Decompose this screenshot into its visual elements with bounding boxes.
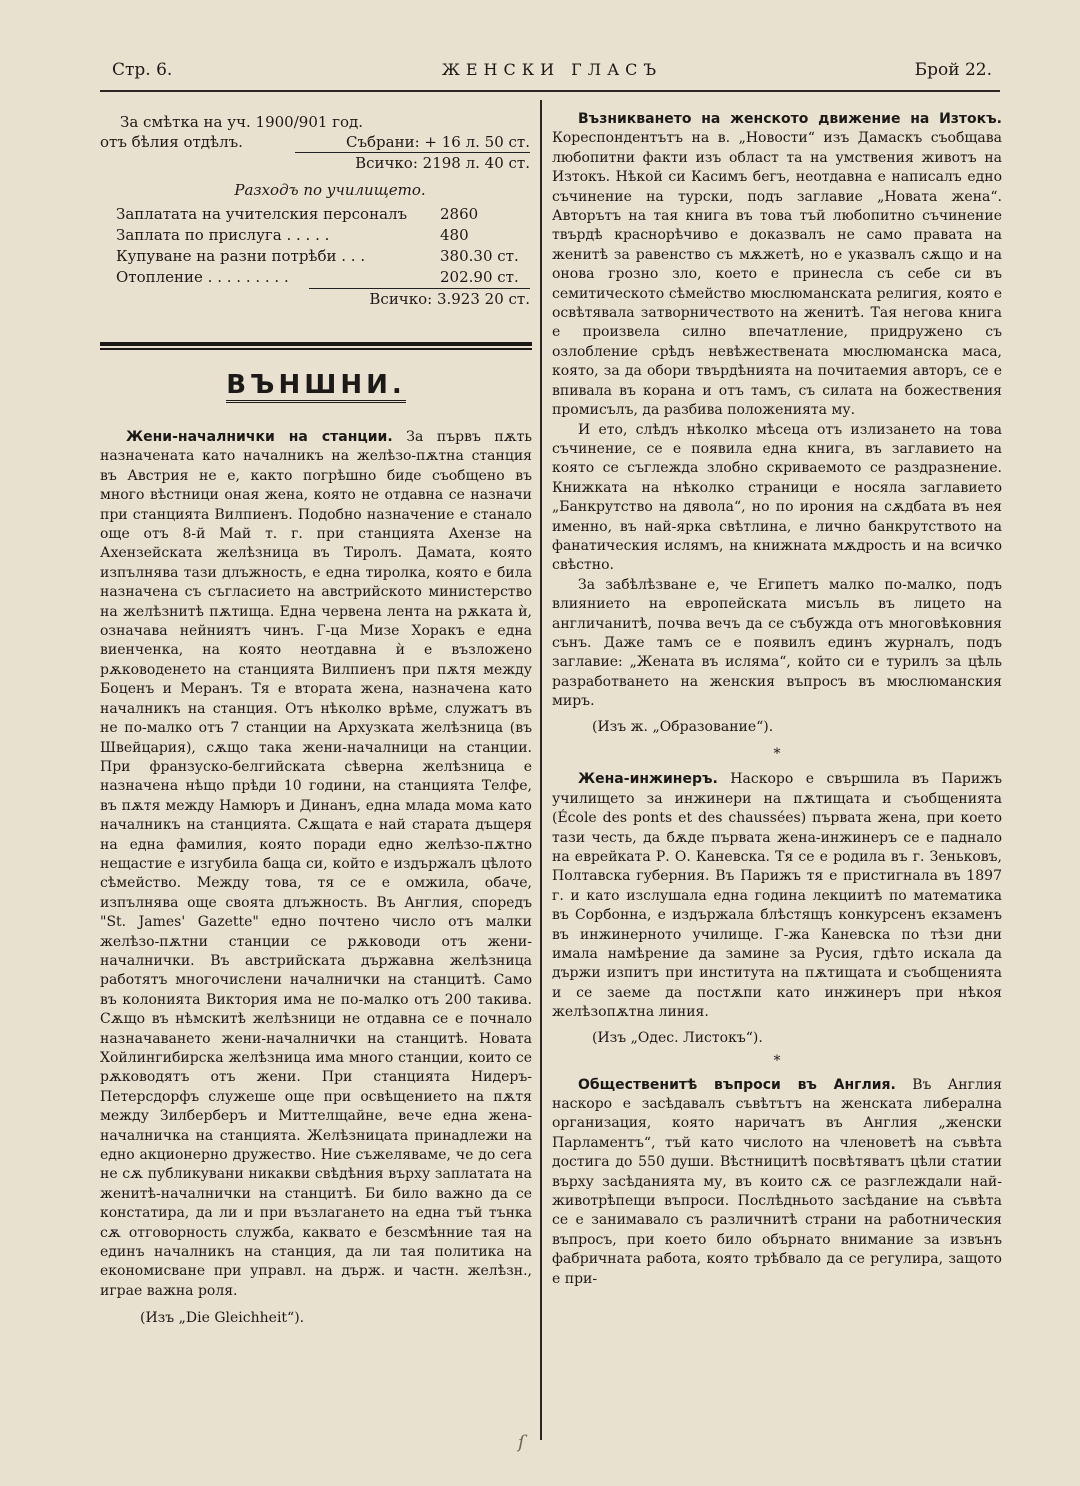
article-text: Въ Англия наскоро е засѣдавалъ съвѣтътъ на женската либерална организация, която наричатъ въ Англия „женски Парламентъ“, тъй като числото на членоветѣ на съвѣта достига до 550 души. Вѣстницитѣ посвѣтяватъ цѣли статии върху засѣданията му, въ които сѫ се разглеждали най-животрѣпещи въпроси. Послѣдньото засѣдание на съвѣта се е занимавало съ различнитѣ страни на работническия въпросъ, при което било обърнато внимание за извънъ фабричната работа, която трѣбвало да се регулира, защото е при-	[552, 1076, 1003, 1287]
expense-label: Заплата по прислуга . . . . .	[116, 226, 330, 244]
expense-label: Отопление . . . . . . . . .	[116, 268, 289, 286]
article-paragraph	[552, 110, 1002, 421]
ink-mark-icon: ſ	[518, 1432, 525, 1453]
article-source: (Изъ „Одес. Листокъ“).	[592, 1029, 763, 1046]
article-text: Кореспондентътъ на в. „Новости“ изъ Дамаскъ съобщава любопитни факти изъ област та на умствения животъ на Изтокъ. Нѣкой си Касимъ бегъ, неотдавна е написалъ едно съчинение на турски, подъ заглавие „Новата жена“. Авторътъ на тая книга въ това тъй любопитно съчинение твърдѣ краснорѣчиво е доказвалъ не само правата на женитѣ за равенство съ мѫжетѣ, но е указвалъ сѫщо и на онова грозно зло, което е принесла съ себе си въ семитическото сѣмейство мюслюманската религия, която е освѣтявала затворничеството на женитѣ. Тая негова книга е произвела силно впечатление, придружено съ озлобление срѣдъ невѣжествената мюслюманска маса, която, за да обори твърдѣнията на почитаемия авторъ, се е впивала въ корана и отъ тамъ, съ силата на божествения промисълъ, да разбива положенията му.	[552, 130, 1002, 419]
article-text: За първъ пѫть назначената като началникъ на желѣзо-пѫтна станция въ Австрия не е, както погрѣшно биде съобщено въ много вѣстници оная жена, която не отдавна се назначи при станцията Вилпиенъ. Подобно назначение е станало още отъ 8-й Май т. г. при станцията Ахензе на Ахензейската желѣзница въ Тиролъ. Дамата, която изпълнява тази длъжность, е една тиролка, която е била назначена съ съгласието на австрийското министерство на желѣзнитѣ пѫтища. Една червена лента на рѫката ѝ, означава нейниятъ чинъ. Г-ца Мизе Хоракъ е една виенченка, на която неотдавна ѝ е възложено рѫководенето на станцията Вилпиенъ при пѫтя между Боценъ и Меранъ. Тя е втората жена, назначена като началникъ на станция. Отъ нѣколко врѣме, служатъ въ не по-малко отъ 7 станции на Архузката желѣзница (въ Швейцария), сѫщо така жени-началници на станции. При франзуско-белгийската сѣверна желѣзница е назначена нѣщо прѣди 10 години, на станцията Телфе, въ пѫтя между Намюръ и Динанъ, една млада мома като началникъ на станцията. Сѫщата е най старата дъщеря на една фамилия, която поради едно желѣзо-пѫтно нещастие е изгубила баща си, който е издържалъ цѣлото сѣмейство. Между това, тя се е омжила, обаче, изпълнява още своята длъжность. Въ Англия, споредъ "St. James' Gazette" едно почтено число отъ малки желѣзо-пѫтни станции се рѫководи отъ жени-началнички. Въ австрийската държавна желѣзница работятъ многочислени началнички на станцитѣ. Само въ колонията Виктория има не по-малко отъ 200 такива. Сѫщо въ нѣмскитѣ желѣзници не отдавна се е почнало назначаването жени-началнички на станцитѣ. Новата Хойлингибирска желѣзница има много станции, които се рѫководятъ отъ жени. При станцията Нидеръ-Петерсдорфъ служеше още при освѣщението на пѫтя между Зилберберъ и Миттелщайне, вече една жена-началничка на станцията. Желѣзницата принадлежи на едно акционерно дружество. Ние съжеляваме, че до сега не сѫ публикувани никакви свѣдѣния върху заплатата на женитѣ-началнички на станцитѣ. Би било важно да се констатира, да ли и при възлагането на една тъй тънка сѫ отговорность служба, каквато е безсмѣнние тая на единъ началникъ на станция, да ли тая политика на економисване при управл. на държ. и частн. желѣзн., играе важна роля.	[100, 429, 532, 1299]
header-rule	[100, 90, 1000, 92]
section-rule	[100, 348, 532, 350]
expense-label: Заплатата на учителския персоналъ	[116, 205, 408, 223]
article-heading: Възникването на женското движение на Изтокъ.	[578, 111, 1002, 127]
left-column	[100, 428, 532, 1329]
expense-item	[116, 204, 540, 225]
accounts-line2-label: отъ бѣлия отдѣлъ.	[100, 133, 243, 151]
page-header	[112, 60, 992, 84]
accounts-total2: Всичко: 3.923 20 ст.	[309, 288, 530, 309]
section-title-text: ВЪНШНИ.	[226, 370, 406, 403]
separator-star: *	[773, 1053, 781, 1070]
article-paragraph: За забѣлѣзване е, че Египетъ малко по-малко, подъ влиянието на европейската мисъль въ лицето на англичанитѣ, почва вечъ да се събужда отъ многовѣковния сънъ. Даже тамъ се е появилъ единъ журналъ, подъ заглавие: „Жената въ исляма“, който си е турилъ за цѣль разработването на женския въпросъ въ мюслюманския миръ.	[552, 576, 1002, 710]
expense-amount: 380.30 ст.	[440, 247, 519, 265]
expense-amount: 2860	[440, 205, 479, 223]
column-divider	[540, 100, 542, 1440]
accounts-block	[100, 112, 540, 309]
expense-amount: 202.90 ст.	[440, 268, 519, 286]
article-paragraph	[552, 1076, 1002, 1289]
article-heading: Жена-инжинеръ.	[578, 771, 718, 788]
section-rule	[100, 342, 532, 346]
article-paragraph	[552, 770, 1002, 1022]
issue-number: Брой 22.	[914, 60, 992, 80]
accounts-line2-value: Събрани: + 16 л. 50 ст.	[346, 133, 530, 151]
expense-item	[116, 225, 540, 246]
newspaper-title: ЖЕНСКИ ГЛАСЪ	[441, 60, 663, 79]
article-source: (Изъ ж. „Образование“).	[592, 718, 774, 735]
article-source: (Изъ „Die Gleichheit“).	[140, 1310, 305, 1327]
separator-star: *	[773, 746, 781, 762]
expense-item	[116, 246, 540, 267]
article-text: Наскоро е свършила въ Парижъ училището за инжинери на пѫтищата и съобщенията (École des ponts et des chaussées) първата жена, при което тази честь, да бѫде първата жена-инжинеръ се е паднало на еврейката Р. О. Каневска. Тя се е родила въ г. Зеньковъ, Полтавска губерния. Въ Парижъ тя е пристигнала въ 1897 г. и като изслушала една година лекциитѣ по математика въ Сорбонна, е издържала блѣстящъ конкурсенъ екзаменъ въ инжинерното училище. Г-жа Каневска по тѣзи дни имала намѣрение да замине за Русия, гдѣто искала да държи изпитъ при института на пѫтищата и съобщенията и се заеме да постѫпи като инжинеръ при нѣкоя желѣзопѫтна линия.	[552, 771, 1003, 1021]
expense-amount: 480	[440, 226, 469, 244]
right-column	[552, 110, 1002, 1289]
page-number: Стр. 6.	[112, 60, 173, 80]
section-title	[100, 370, 532, 400]
article-heading: Общественитѣ въпроси въ Англия.	[578, 1076, 896, 1093]
article-paragraph: И ето, слѣдъ нѣколко мѣсеца отъ излизането на това съчинение, се е появила една книга, въ заглавието на която се съглежда злобно скриваемото се раздразнение. Книжката на нѣколко страници е носяла заглавието „Банкрутство на дявола“, но по ирония на сѫдбата въ нея именно, въ най-ярка свѣтлина, е лично банкрутството на фанатическия ислямъ, на книжната мѫдрость и на всичко свѣстно.	[552, 421, 1002, 574]
expenses-title: Разходъ по училището.	[234, 181, 426, 199]
accounts-total1: Всичко: 2198 л. 40 ст.	[295, 152, 530, 173]
expense-label: Купуване на разни потрѣби . . .	[116, 247, 366, 265]
accounts-line1: За смѣтка на уч. 1900/901 год.	[120, 113, 364, 131]
article-heading: Жени-началнички на станции.	[126, 429, 393, 445]
article-paragraph	[100, 428, 532, 1301]
expense-item	[116, 267, 540, 288]
